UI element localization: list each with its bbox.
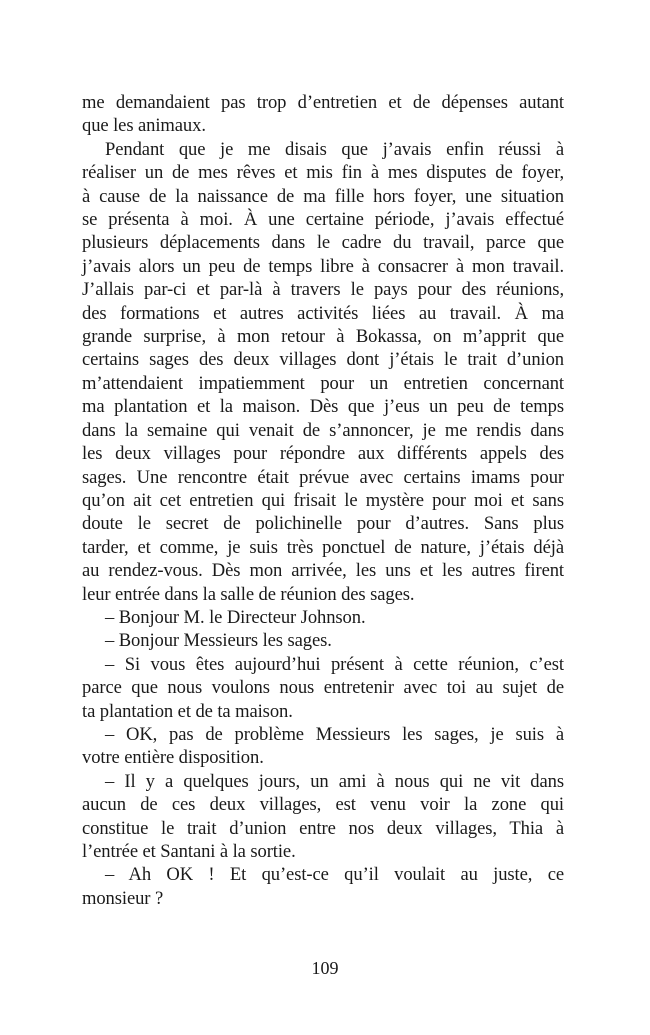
text-line: ma plantation et la maison. Dès que j’eus un peu de temps (82, 396, 564, 418)
text-line: constitue le trait d’union entre nos deux villages, Thia à (82, 817, 564, 839)
text-line: monsieur ? (82, 887, 164, 909)
text-line: parce que nous voulons nous entretenir avec toi au sujet de (82, 677, 564, 699)
dialogue-line: – Bonjour Messieurs les sages. (105, 630, 332, 652)
text-line: réaliser un de mes rêves et mis fin à mes disputes de foyer, (82, 162, 564, 184)
text-line: grande surprise, à mon retour à Bokassa, on m’apprit que (82, 326, 564, 348)
page-body (82, 91, 564, 910)
dialogue-line: – OK, pas de problème Messieurs les sages, je suis à (105, 723, 564, 745)
text-line: J’allais par-ci et par-là à travers le pays pour des réunions, (82, 279, 564, 301)
text-line: dans la semaine qui venait de s’annoncer, je me rendis dans (82, 419, 564, 441)
text-line: tarder, et comme, je suis très ponctuel de nature, j’étais déjà (82, 536, 564, 558)
text-line: l’entrée et Santani à la sortie. (82, 841, 296, 862)
text-line: les deux villages pour répondre aux différents appels des (82, 443, 564, 465)
text-line: qu’on ait cet entretien qui frisait le mystère pour moi et sans (82, 489, 564, 511)
page-number: 109 (311, 958, 339, 978)
text-line: aucun de ces deux villages, est venu voir la zone qui (82, 794, 564, 816)
dialogue-line: – Bonjour M. le Directeur Johnson. (105, 606, 366, 628)
text-line: ta plantation et de ta maison. (82, 700, 293, 722)
dialogue-line: – Il y a quelques jours, un ami à nous qui ne vit dans (105, 770, 564, 792)
text-line: à cause de la naissance de ma fille hors foyer, une situation (82, 185, 564, 207)
text-line: que les animaux. (82, 115, 206, 137)
text-line: Pendant que je me disais que j’avais enfin réussi à (105, 138, 564, 160)
text-line: doute le secret de polichinelle pour d’autres. Sans plus (82, 513, 564, 535)
text-line: plusieurs déplacements dans le cadre du travail, parce que (82, 232, 564, 254)
text-line: m’attendaient impatiemment pour un entretien concernant (82, 372, 564, 394)
body-text (82, 91, 564, 910)
text-line: leur entrée dans la salle de réunion des sages. (82, 583, 415, 605)
text-line: des formations et autres activités liées au travail. À ma (82, 302, 564, 324)
dialogue-line: – Si vous êtes aujourd’hui présent à cette réunion, c’est (105, 653, 564, 675)
dialogue-line: – Ah OK ! Et qu’est-ce qu’il voulait au juste, ce (105, 864, 564, 886)
text-line: au rendez-vous. Dès mon arrivée, les uns et les autres firent (82, 560, 564, 582)
text-line: se présenta à moi. À une certaine période, j’avais effectué (82, 209, 564, 231)
text-line: j’avais alors un peu de temps libre à consacrer à mon travail. (82, 255, 564, 277)
text-line: sages. Une rencontre était prévue avec certains imams pour (82, 466, 564, 488)
text-line: me demandaient pas trop d’entretien et de dépenses autant (82, 92, 564, 113)
text-line: certains sages des deux villages dont j’étais le trait d’union (82, 349, 564, 371)
text-line: votre entière disposition. (82, 747, 264, 769)
